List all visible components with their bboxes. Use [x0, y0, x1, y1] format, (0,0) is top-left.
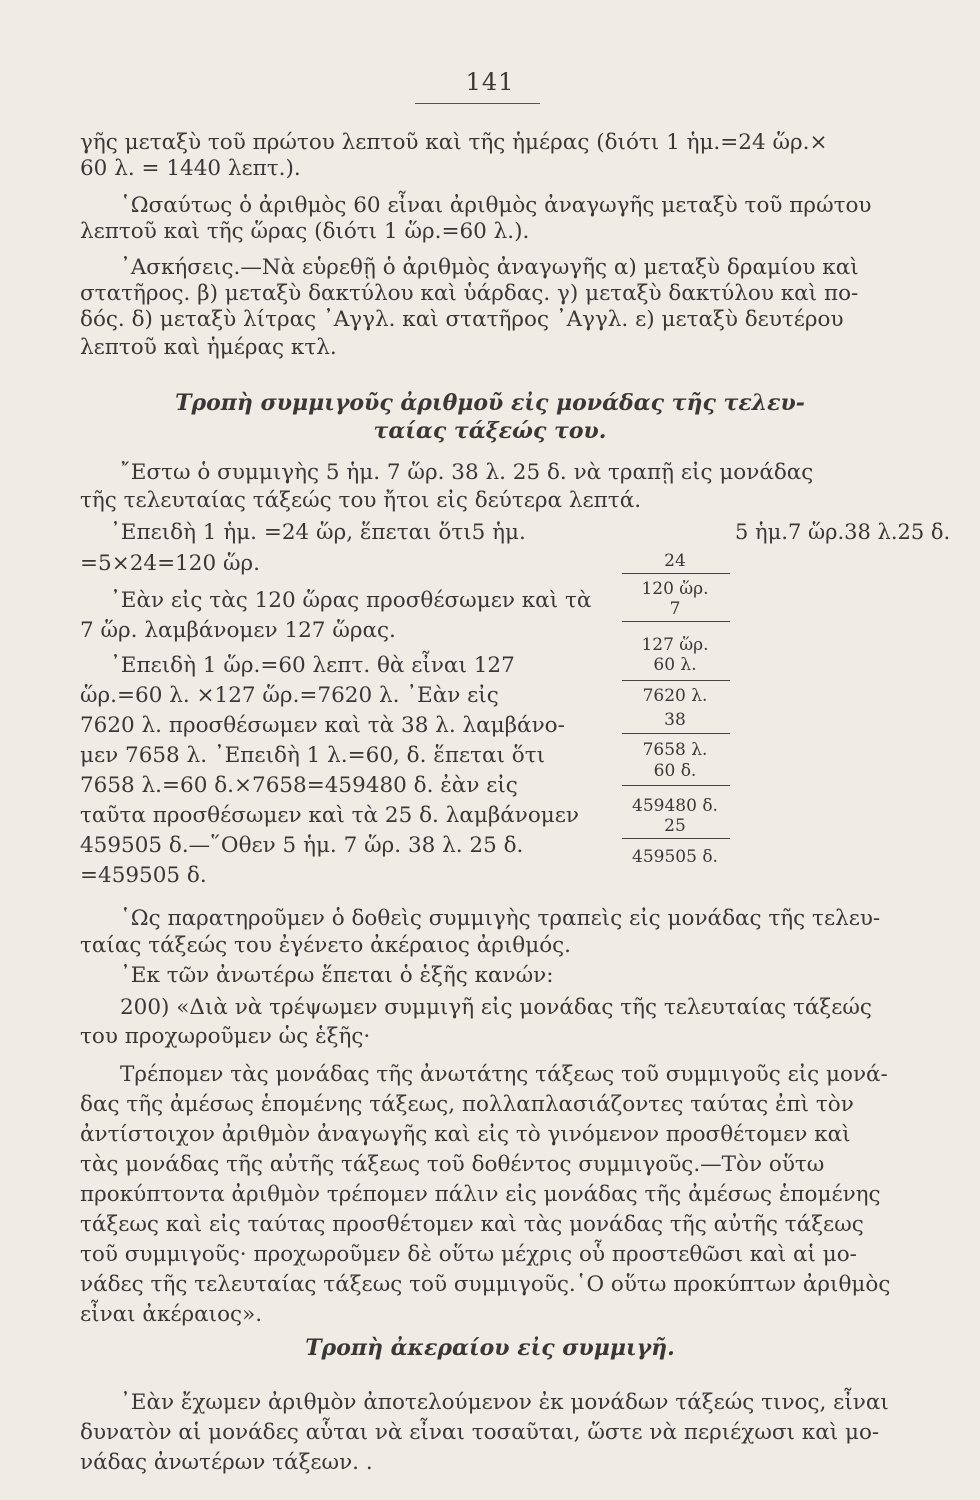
text-line: μεν 7658 λ. ᾿Επειδὴ 1 λ.=60, δ. ἕπεται ὅτι [80, 743, 546, 768]
text-line: ᾿Ασκήσεις.—Νὰ εὑρεθῇ ὁ ἀριθμὸς ἀναγωγῆς α) μεταξὺ δραμίου καὶ [120, 255, 859, 280]
text-line: 200) «Διὰ νὰ τρέψωμεν συμμιγῆ εἰς μονάδας τῆς τελευταίας τάξεώς [120, 995, 872, 1020]
text-line: γῆς μεταξὺ τοῦ πρώτου λεπτοῦ καὶ τῆς ἡμέρας (διότι 1 ἡμ.=24 ὥρ.× [80, 130, 828, 155]
calc-value: 60 δ. [653, 761, 697, 781]
calc-value: 459480 δ. [632, 796, 718, 816]
calc-rule [622, 838, 730, 839]
calc-value: 7 [669, 599, 681, 619]
calc-rule [622, 621, 730, 622]
calc-value: 127 ὥρ. [641, 635, 709, 655]
section-heading: Τροπὴ συμμιγοῦς ἀριθμοῦ εἰς μονάδας τῆς τελευ- [175, 390, 805, 416]
calc-value: 24 [664, 551, 686, 571]
text-line: ῾Ωσαύτως ὁ ἀριθμὸς 60 εἶναι ἀριθμὸς ἀναγωγῆς μεταξὺ τοῦ πρώτου [120, 193, 872, 218]
text-line: ἀντίστοιχον ἀριθμὸν ἀναγωγῆς καὶ εἰς τὸ γινόμενον προσθέτομεν καὶ [80, 1122, 851, 1147]
text-line: 459505 δ.—῞Οθεν 5 ἡμ. 7 ὥρ. 38 λ. 25 δ. [80, 833, 524, 858]
text-line: ῾Ως παρατηροῦμεν ὁ δοθεὶς συμμιγὴς τραπεὶς εἰς μονάδας τῆς τελευ- [120, 906, 881, 931]
text-line: 60 λ. = 1440 λεπτ.). [80, 156, 301, 181]
text-line: τάξεως καὶ εἰς ταύτας προσθέτομεν καὶ τὰς μονάδας τῆς αὐτῆς τάξεως [80, 1212, 864, 1237]
text-line: ᾿Εὰν ἔχωμεν ἀριθμὸν ἀποτελούμενον ἐκ μονάδων τάξεώς τινος, εἶναι [120, 1390, 889, 1415]
text-line: τὰς μονάδας τῆς αὐτῆς τάξεως τοῦ δοθέντος συμμιγοῦς.—Τὸν οὕτω [80, 1152, 825, 1177]
text-line: δυνατὸν αἱ μονάδες αὗται νὰ εἶναι τοσαῦται, ὥστε νὰ περιέχωσι καὶ μο- [80, 1420, 880, 1445]
text-line: νάδες τῆς τελευταίας τάξεως τοῦ συμμιγοῦς.῾Ο οὕτω προκύπτων ἀριθμὸς [80, 1272, 891, 1297]
text-line: 7 ὥρ. λαμβάνομεν 127 ὥρας. [80, 618, 396, 643]
text-line: τοῦ συμμιγοῦς· προχωροῦμεν δὲ οὕτω μέχρις οὗ προστεθῶσι καὶ αἱ μο- [80, 1242, 857, 1267]
text-line: τῆς τελευταίας τάξεώς του ἤτοι εἰς δεύτερα λεπτά. [80, 488, 642, 513]
header-rule [415, 103, 540, 104]
text-line: ᾿Επειδὴ 1 ἡμ. =24 ὥρ, ἕπεται ὅτι5 ἡμ. [110, 520, 526, 545]
text-line: ῎Εστω ὁ συμμιγὴς 5 ἡμ. 7 ὥρ. 38 λ. 25 δ. νὰ τραπῇ εἰς μονάδας [120, 460, 814, 485]
text-line: δός. δ) μεταξὺ λίτρας ᾿Αγγλ. καὶ στατῆρος ᾿Αγγλ. ε) μεταξὺ δευτέρου [80, 307, 844, 332]
text-line: εἶναι ἀκέραιος». [80, 1302, 263, 1327]
text-line: του προχωροῦμεν ὡς ἑξῆς· [80, 1024, 371, 1049]
calc-value: 38 [664, 710, 686, 730]
text-line: ᾿Εκ τῶν ἀνωτέρω ἕπεται ὁ ἑξῆς κανών: [120, 963, 554, 988]
text-line: ὥρ.=60 λ. ×127 ὥρ.=7620 λ. ᾿Εὰν εἰς [80, 683, 499, 708]
text-line: στατῆρος. β) μεταξὺ δακτύλου καὶ ὑάρδας. γ) μεταξὺ δακτύλου καὶ πο- [80, 281, 859, 306]
calc-value: 120 ὥρ. [641, 579, 709, 599]
text-line: ᾿Εὰν εἰς τὰς 120 ὥρας προσθέσωμεν καὶ τὰ [110, 588, 592, 613]
text-line: ταίας τάξεώς του ἐγένετο ἀκέραιος ἀριθμός. [80, 933, 572, 958]
text-line: Τρέπομεν τὰς μονάδας τῆς ἀνωτάτης τάξεως τοῦ συμμιγοῦς εἰς μονά- [120, 1062, 888, 1087]
text-line: προκύπτοντα ἀριθμὸν τρέπομεν πάλιν εἰς μονάδας τῆς ἀμέσως ἑπομένης [80, 1182, 881, 1207]
calc-value: 7620 λ. [642, 686, 708, 706]
calc-rule [622, 680, 730, 681]
text-line: ταῦτα προσθέσωμεν καὶ τὰ 25 δ. λαμβάνομεν [80, 803, 579, 828]
calc-rule [622, 785, 730, 786]
calc-value: 459505 δ. [632, 847, 718, 867]
section-heading-2: Τροπὴ ἀκεραίου εἰς συμμιγῆ. [305, 1335, 675, 1361]
text-line: 7620 λ. προσθέσωμεν καὶ τὰ 38 λ. λαμβάνο- [80, 713, 565, 738]
text-line: ᾿Επειδὴ 1 ὥρ.=60 λεπτ. θὰ εἶναι 127 [110, 653, 515, 678]
text-line: =459505 δ. [80, 863, 207, 888]
page-number: 141 [465, 68, 515, 96]
calc-value: 60 λ. [653, 655, 697, 675]
text-line: 7658 λ.=60 δ.×7658=459480 δ. ἐὰν εἰς [80, 773, 518, 798]
text-line: =5×24=120 ὥρ. [80, 551, 260, 576]
calc-value: 7658 λ. [642, 740, 708, 760]
calc-value: 25 [664, 816, 686, 836]
text-line: λεπτοῦ καὶ ἡμέρας κτλ. [80, 335, 337, 360]
text-line: δας τῆς ἀμέσως ἑπομένης τάξεως, πολλαπλασιάζοντες ταύτας ἐπὶ τὸν [80, 1092, 854, 1117]
calc-header: 5 ἡμ.7 ὥρ.38 λ.25 δ. [735, 520, 951, 544]
calc-rule [622, 733, 730, 734]
section-heading-cont: ταίας τάξεώς του. [373, 418, 607, 444]
calc-rule [622, 573, 730, 574]
text-line: λεπτοῦ καὶ τῆς ὥρας (διότι 1 ὥρ.=60 λ.). [80, 219, 530, 244]
text-line: νάδας ἀνωτέρων τάξεων. . [80, 1450, 373, 1475]
